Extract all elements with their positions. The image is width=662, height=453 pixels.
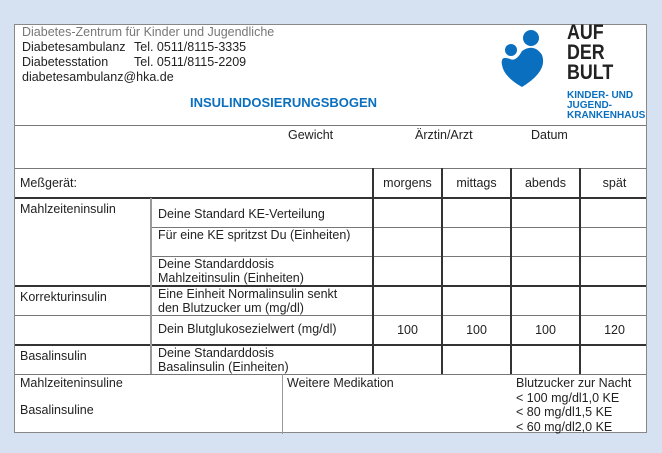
ambulanz-tel: Tel. 0511/8115-3335 (134, 40, 247, 54)
org-name: Diabetes-Zentrum für Kinder und Jugendliche (22, 25, 275, 39)
station-tel: Tel. 0511/8115-2209 (134, 55, 247, 69)
row-label: Deine Standard KE-Verteilung (158, 207, 325, 221)
doctor-label: Ärztin/Arzt (415, 128, 473, 142)
col-morgens: morgens (383, 176, 432, 190)
group-mahlzeiteninsulin: Mahlzeiteninsulin (20, 202, 116, 216)
station-label: Diabetesstation (22, 55, 109, 69)
col-mittags: mittags (456, 176, 497, 190)
col-spaet: spät (602, 176, 627, 190)
row-label: Eine Einheit Normalinsulin senkt den Blutzucker um (mg/dl) (158, 287, 338, 315)
logo-heart-icon (500, 29, 550, 91)
target-morgens[interactable]: 100 (397, 323, 418, 337)
page-title: INSULINDOSIERUNGSBOGEN (190, 95, 378, 110)
meal-insulins-label: Mahlzeiteninsuline (20, 376, 123, 390)
date-label: Datum (531, 128, 568, 142)
row-label: Deine Standarddosis Basalinsulin (Einheiten) (158, 346, 289, 374)
target-mittags[interactable]: 100 (466, 323, 487, 337)
target-abends[interactable]: 100 (535, 323, 556, 337)
ambulanz-label: Diabetesambulanz (22, 40, 126, 54)
logo-wordmark: AUF DER BULT (567, 21, 614, 84)
col-abends: abends (524, 176, 566, 190)
group-basalinsulin: Basalinsulin (20, 349, 87, 363)
basal-insulins-label: Basalinsuline (20, 403, 94, 417)
insulin-dosing-form (14, 21, 647, 434)
night-bg-rules: Blutzucker zur Nacht < 100 mg/dl1,0 KE < 80 mg/dl1,5 KE < 60 mg/dl2,0 KE (516, 376, 632, 434)
email: diabetesambulanz@hka.de (22, 70, 174, 84)
weight-label: Gewicht (288, 128, 334, 142)
row-label: Deine Standarddosis Mahlzeitinsulin (Einheiten) (158, 257, 304, 285)
logo-subtitle: KINDER- UND JUGEND- KRANKENHAUS (567, 90, 646, 121)
target-spaet[interactable]: 120 (604, 323, 625, 337)
meter-label: Meßgerät: (20, 176, 77, 190)
row-label: Für eine KE spritzst Du (Einheiten) (158, 228, 351, 242)
other-medication-label: Weitere Medikation (287, 376, 394, 390)
row-label: Dein Blutglukosezielwert (mg/dl) (158, 322, 337, 336)
group-korrekturinsulin: Korrekturinsulin (20, 290, 107, 304)
